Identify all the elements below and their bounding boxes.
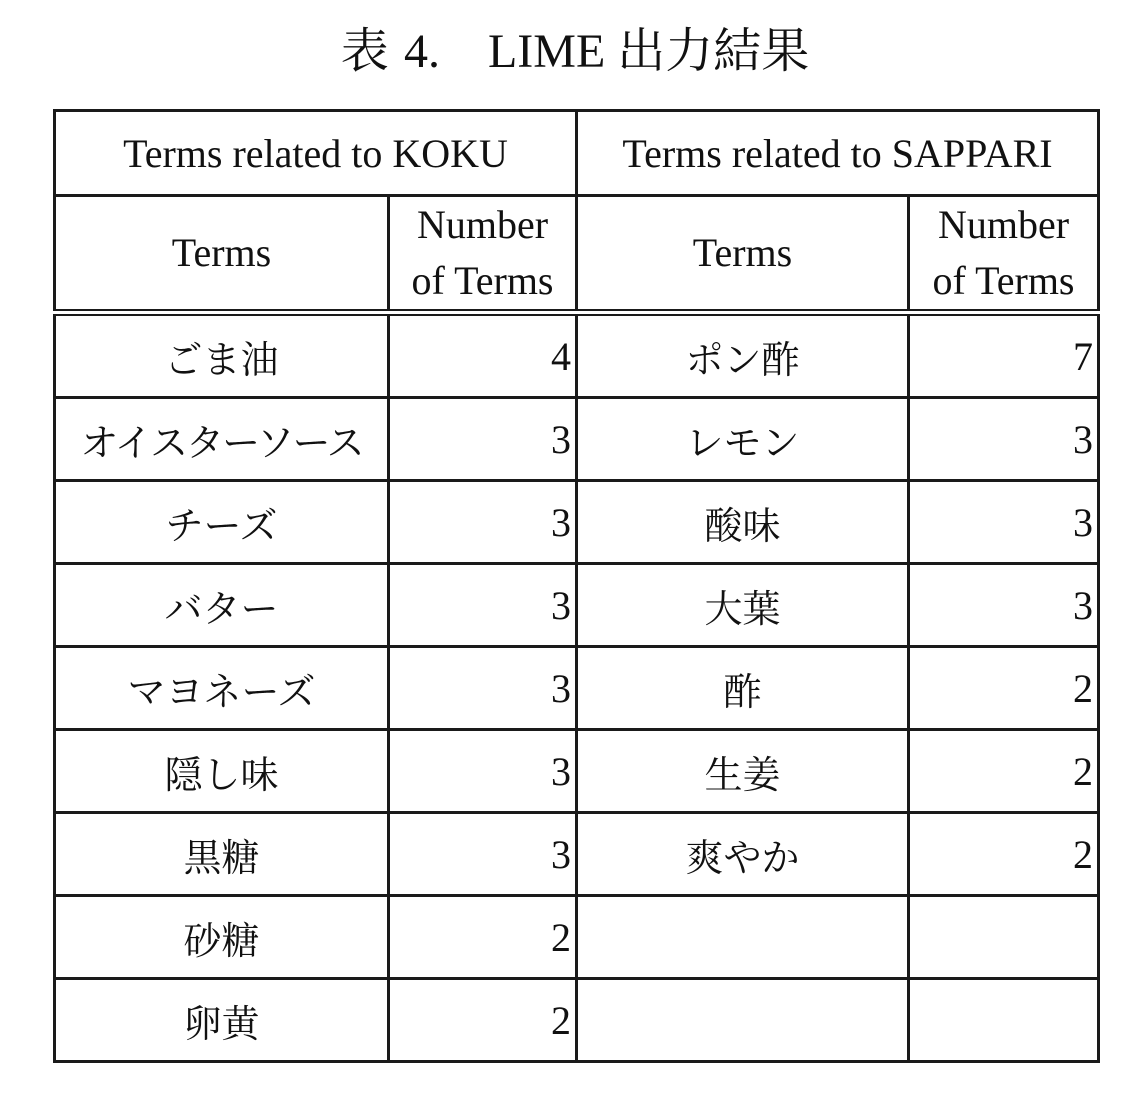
sappari-count-cell: 3 [909,398,1099,481]
sappari-term-cell: 大葉 [577,564,909,647]
koku-term-cell: ごま油 [55,313,389,398]
sappari-term-cell: 酸味 [577,481,909,564]
caption-prefix: 表 [340,23,404,79]
sappari-term-cell: 生姜 [577,730,909,813]
sappari-count-cell: 2 [909,730,1099,813]
sappari-count-cell: 2 [909,813,1099,896]
koku-term-cell: チーズ [55,481,389,564]
sappari-term-cell: 酢 [577,647,909,730]
lime-results-table [53,109,1100,1063]
koku-count-cell: 3 [389,398,577,481]
sappari-group-header: Terms related to SAPPARI [577,111,1099,196]
koku-count-cell: 4 [389,313,577,398]
sappari-term-cell: 爽やか [577,813,909,896]
koku-number-header [389,196,577,313]
sappari-count-cell: 3 [909,481,1099,564]
table-row [55,398,1099,481]
koku-term-cell: オイスターソース [55,398,389,481]
sappari-count-cell: 7 [909,313,1099,398]
sappari-number-header [909,196,1099,313]
sappari-term-cell [577,979,909,1062]
sappari-term-cell: レモン [577,398,909,481]
koku-count-cell: 2 [389,896,577,979]
sappari-count-cell [909,896,1099,979]
number-header-line2: of Terms [932,258,1075,303]
caption-number: 4. [403,25,440,78]
table-row [55,647,1099,730]
koku-term-cell: 黒糖 [55,813,389,896]
koku-term-cell: 卵黄 [55,979,389,1062]
table-row [55,730,1099,813]
caption-name: LIME 出力結果 [487,25,810,78]
koku-count-cell: 2 [389,979,577,1062]
koku-count-cell: 3 [389,481,577,564]
number-header-line1: Number [937,202,1070,247]
koku-count-cell: 3 [389,564,577,647]
sappari-term-cell [577,896,909,979]
sappari-count-cell: 2 [909,647,1099,730]
koku-term-cell: 隠し味 [55,730,389,813]
sappari-count-cell: 3 [909,564,1099,647]
table-row [55,979,1099,1062]
table-row [55,813,1099,896]
number-header-line2: of Terms [411,258,554,303]
koku-terms-header: Terms [55,196,389,313]
koku-count-cell: 3 [389,730,577,813]
koku-term-cell: バター [55,564,389,647]
number-header-line1: Number [416,202,549,247]
koku-group-header: Terms related to KOKU [55,111,577,196]
table-row [55,564,1099,647]
sappari-terms-header: Terms [577,196,909,313]
koku-count-cell: 3 [389,647,577,730]
koku-term-cell: 砂糖 [55,896,389,979]
sappari-count-cell [909,979,1099,1062]
table-row [55,313,1099,398]
koku-count-cell: 3 [389,813,577,896]
table-row [55,481,1099,564]
koku-term-cell: マヨネーズ [55,647,389,730]
table-row [55,896,1099,979]
table-caption [0,20,1134,83]
sappari-term-cell: ポン酢 [577,313,909,398]
